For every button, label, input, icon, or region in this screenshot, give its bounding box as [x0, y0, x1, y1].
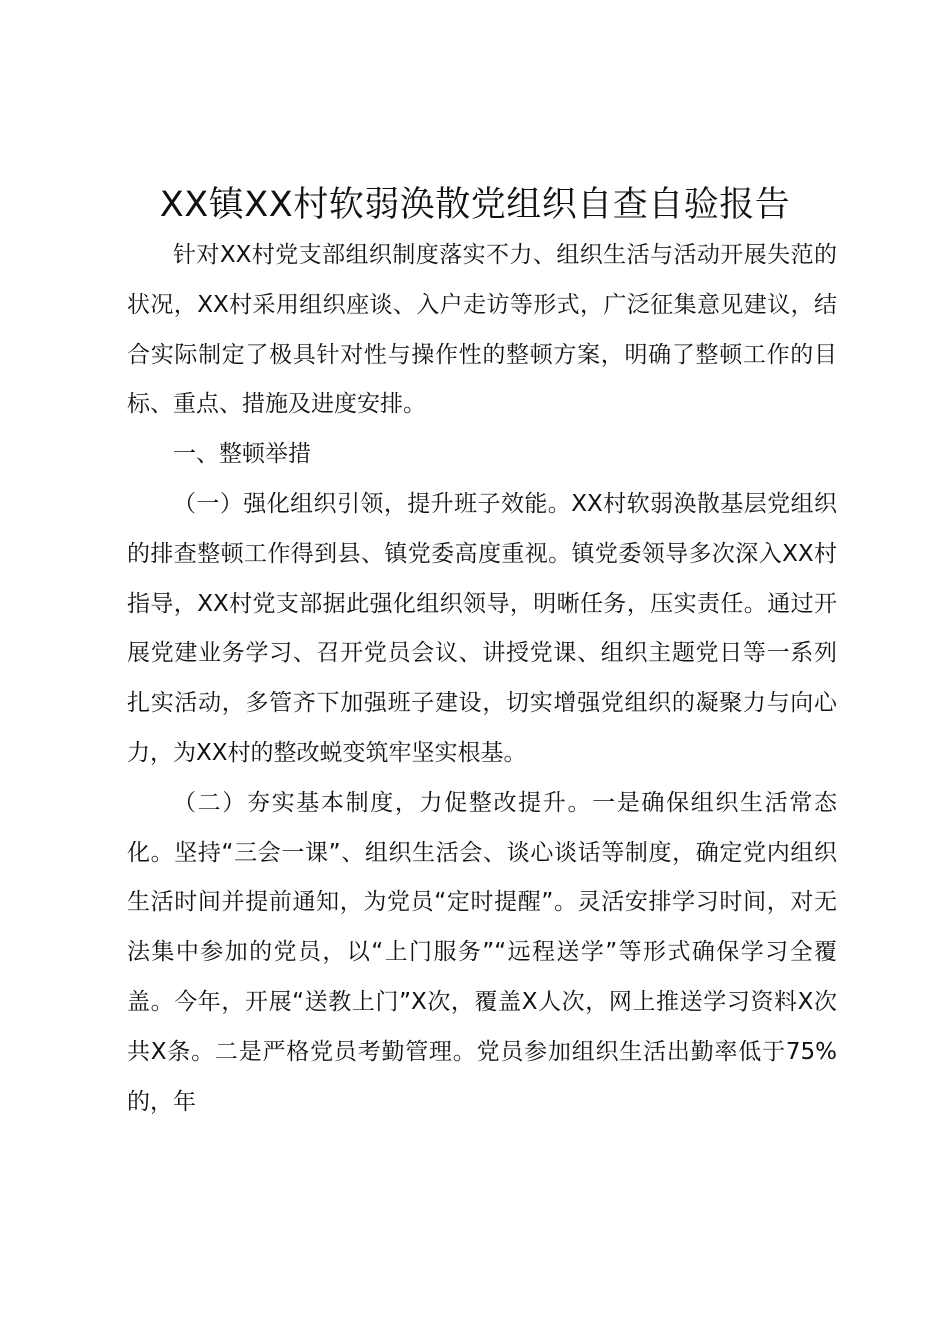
document-title: XX镇XX村软弱涣散党组织自查自验报告: [159, 185, 791, 225]
intro-paragraph: 针对XX村党支部组织制度落实不力、组织生活与活动开展失范的状况，XX村采用组织座谈、入户走访等形式，广泛征集意见建议，结合实际制定了极具针对性与操作性的整顿方案，明确了整顿工作的目标、重点、措施及进度安排。: [127, 242, 837, 418]
section-heading: 一、整顿举措: [173, 441, 311, 468]
subsection-paragraph-2: （二）夯实基本制度，力促整改提升。一是确保组织生活常态化。坚持“三会一课”、组织生活会、谈心谈话等制度，确定党内组织生活时间并提前通知，为党员“定时提醒”。灵活安排学习时间，对无法集中参加的党员，以“上门服务”“远程送学”等形式确保学习全覆盖。今年，开展“送教上门”X次，覆盖X人次，网上推送学习资料X次共X条。二是严格党员考勤管理。党员参加组织生活出勤率低于75%的，年: [127, 789, 837, 1115]
document-body: [127, 231, 837, 1127]
subsection-paragraph-1: （一）强化组织引领，提升班子效能。XX村软弱涣散基层党组织的排查整顿工作得到县、镇党委高度重视。镇党委领导多次深入XX村指导，XX村党支部据此强化组织领导，明晰任务，压实责任。通过开展党建业务学习、召开党员会议、讲授党课、组织主题党日等一系列扎实活动，多管齐下加强班子建设，切实增强党组织的凝聚力与向心力，为XX村的整改蜕变筑牢坚实根基。: [127, 490, 837, 766]
